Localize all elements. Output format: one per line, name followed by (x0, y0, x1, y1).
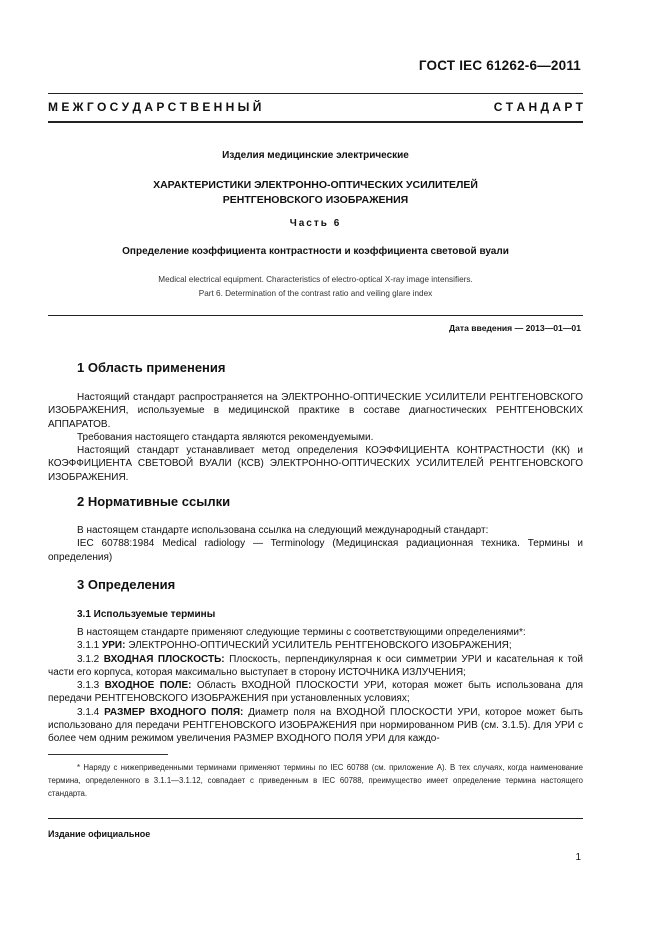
term-definition: Плоскость, перпендикулярная к оси симметрии УРИ и касательная к той части его корпуса, которая максимально выступает в сторону ИСТОЧНИКА ИЗЛУЧЕНИЯ; (48, 653, 584, 678)
section-3-1-heading: 3.1 Используемые термины (77, 609, 216, 620)
term-definition: Диаметр поля на ВХОДНОЙ ПЛОСКОСТИ УРИ, которое может быть использовано для передачи РЕНТГЕНОВСКОГО ИЗОБРАЖЕНИЯ при нормированном РИВ (см. 3.1.5). Для УРИ с более чем одним режимом увеличения РАЗМЕР ВХОДНОГО ПОЛЯ УРИ для каждо- (48, 706, 583, 745)
date-rule (48, 315, 583, 316)
banner-top-rule (48, 93, 583, 94)
section-1-paragraph-3: Настоящий стандарт устанавливает метод определения КОЭФФИЦИЕНТА КОНТРАСТНОСТИ (КК) и КОЭФФИЦИЕНТА СВЕТОВОЙ ВУАЛИ (КСВ) ЭЛЕКТРОННО-ОПТИЧЕСКИХ УСИЛИТЕЛЕЙ РЕНТГЕНОВСКОГО ИЗОБРАЖЕНИЯ. (48, 445, 583, 483)
banner-bottom-rule (48, 121, 583, 123)
section-1-heading: 1 Область применения (77, 360, 226, 375)
page-number: 1 (575, 852, 581, 863)
term-name: УРИ: (102, 640, 126, 652)
document-title (48, 178, 583, 208)
term-3-1-3 (48, 679, 583, 706)
terms-intro: В настоящем стандарте применяют следующие термины с соответствующими определениями*: (77, 627, 526, 638)
term-3-1-4 (48, 706, 583, 746)
introduction-date: Дата введения — 2013—01—01 (448, 323, 581, 333)
section-3-body (48, 626, 583, 746)
section-2-body (48, 524, 583, 564)
title-line-1: ХАРАКТЕРИСТИКИ ЭЛЕКТРОННО-ОПТИЧЕСКИХ УСИЛИТЕЛЕЙ (153, 179, 478, 191)
section-1-paragraph-2: Требования настоящего стандарта являются рекомендуемыми. (77, 431, 374, 443)
term-name: ВХОДНОЕ ПОЛЕ: (104, 680, 192, 692)
term-3-1-2 (48, 653, 583, 680)
title-line-2: РЕНТГЕНОВСКОГО ИЗОБРАЖЕНИЯ (222, 194, 409, 206)
standard-banner (48, 100, 583, 114)
banner-word-interstate: М Е Ж Г О С У Д А Р С Т В Е Н Н Ы Й (48, 100, 262, 114)
term-name: ВХОДНАЯ ПЛОСКОСТЬ: (103, 653, 225, 665)
banner-word-standard: С Т А Н Д А Р Т (493, 100, 583, 114)
term-name: РАЗМЕР ВХОДНОГО ПОЛЯ: (104, 706, 244, 718)
term-number: 3.1.3 (77, 680, 105, 692)
english-title-line-2: Part 6. Determination of the contrast ratio and veiling glare index (198, 289, 433, 298)
part-subject: Определение коэффициента контрастности и коэффициента световой вуали (122, 246, 509, 257)
section-3-heading: 3 Определения (77, 577, 176, 592)
section-1-paragraph-1: Настоящий стандарт распространяется на ЭЛЕКТРОННО-ОПТИЧЕСКИЕ УСИЛИТЕЛИ РЕНТГЕНОВСКОГО ИЗОБРАЖЕНИЯ, используемые в медицинской практике в составе диагностических РЕНТГЕНОВСКИХ АППАРАТОВ. (48, 392, 583, 430)
term-3-1-1 (48, 639, 583, 652)
footnote-text: * Наряду с нижеприведенными терминами применяют термины по IEC 60788 (см. приложение А). В тех случаях, когда наименование термина, определенного в 3.1.1—3.1.12, совпадает с приведенным в IEC 60788, преимущество имеет определение термина настоящего стандарта. (48, 763, 583, 798)
footnote-separator (48, 754, 168, 755)
document-code: ГОСТ IEC 61262-6—2011 (418, 58, 581, 73)
term-number: 3.1.1 (77, 640, 103, 652)
section-1-body (48, 391, 583, 484)
section-2-paragraph-1: В настоящем стандарте использована ссылка на следующий международный стандарт: (77, 525, 489, 536)
term-definition: Область ВХОДНОЙ ПЛОСКОСТИ УРИ, которая может быть использована для передачи РЕНТГЕНОВСКОГО ИЗОБРАЖЕНИЯ при установленных условиях; (48, 680, 583, 705)
english-title-line-1: Medical electrical equipment. Characteristics of electro-optical X-ray image intensifiers. (158, 275, 473, 284)
footer-rule (48, 818, 583, 819)
section-2-paragraph-2: IEC 60788:1984 Medical radiology — Terminology (Медицинская радиационная техника. Термины и определения) (48, 538, 583, 563)
english-title (48, 273, 583, 301)
official-edition-label: Издание официальное (48, 829, 151, 839)
product-group-subtitle: Изделия медицинские электрические (222, 150, 409, 161)
section-2-heading: 2 Нормативные ссылки (77, 494, 231, 509)
term-number: 3.1.2 (77, 653, 104, 665)
term-number: 3.1.4 (77, 706, 105, 718)
part-number: Часть 6 (289, 218, 342, 229)
footnote (48, 761, 583, 800)
term-definition: ЭЛЕКТРОННО-ОПТИЧЕСКИЙ УСИЛИТЕЛЬ РЕНТГЕНОВСКОГО ИЗОБРАЖЕНИЯ; (125, 640, 512, 652)
